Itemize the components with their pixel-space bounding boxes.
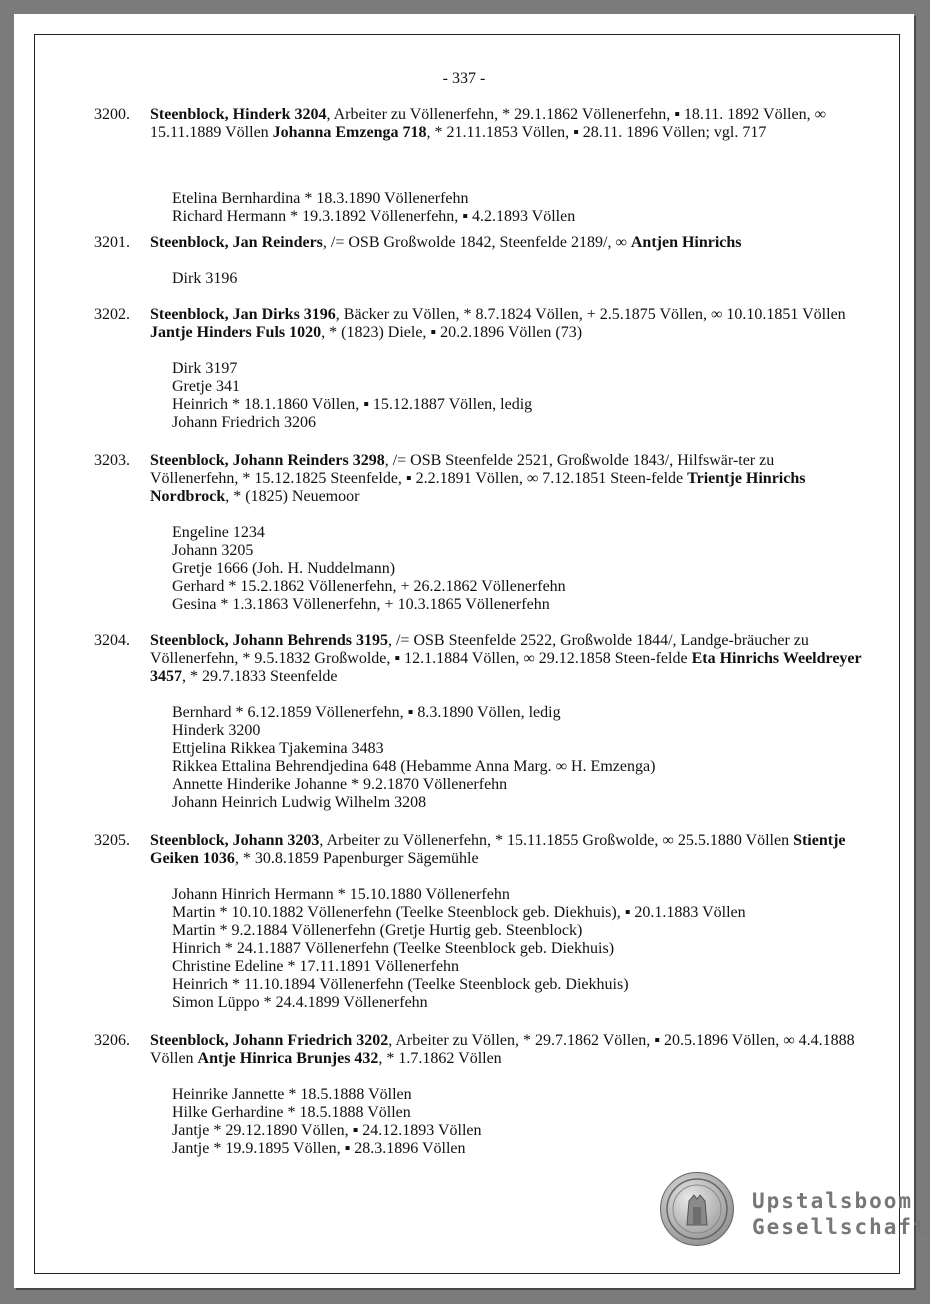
spouse-name: Jantje Hinders Fuls 1020 — [150, 324, 322, 341]
child-line: Jantje * 29.12.1890 Völlen, ▪ 24.12.1893 Völlen — [172, 1122, 482, 1139]
entry-text: , /= OSB Steenfelde 2521, Großwolde 1843/, Hilfswär-ter zu Völlenerfehn, * 15.12.1825 Steenfelde, ▪ 2.2.1891 Völlen, ∞ 7.12.1851 Steen-felde — [150, 452, 775, 487]
child-line: Annette Hinderike Johanne * 9.2.1870 Völlenerfehn — [172, 776, 508, 793]
entry-text: , * (1823) Diele, ▪ 20.2.1896 Völlen (73) — [321, 324, 583, 341]
entry-head — [150, 306, 862, 342]
entry-text: , * 1.7.1862 Völlen — [378, 1050, 502, 1067]
spouse-name: Trientje Hinrichs Nordbrock — [150, 470, 806, 505]
child-line: Martin * 9.2.1884 Völlenerfehn (Gretje Hurtig geb. Steenblock) — [172, 922, 583, 939]
entry-text: , /= OSB Großwolde 1842, Steenfelde 2189/, ∞ — [322, 234, 631, 251]
logo-line-1: Upstalsboom — [752, 1189, 914, 1213]
child-line: Rikkea Ettalina Behrendjedina 648 (Hebamme Anna Marg. ∞ H. Emzenga) — [172, 758, 656, 775]
person-name: Steenblock, Johann Friedrich 3202 — [150, 1032, 389, 1049]
children-list — [172, 524, 566, 614]
page-number: - 337 - — [442, 70, 486, 87]
entry-number: 3204. — [94, 632, 130, 649]
child-line: Jantje * 19.9.1895 Völlen, ▪ 28.3.1896 Völlen — [172, 1140, 466, 1157]
child-line: Simon Lüppo * 24.4.1899 Völlenerfehn — [172, 994, 428, 1011]
document-page — [14, 14, 928, 1288]
entry-head — [150, 234, 862, 252]
spouse-name: Antje Hinrica Brunjes 432 — [197, 1050, 379, 1067]
children-list — [172, 1086, 482, 1158]
spouse-name: Stientje Geiken 1036 — [150, 832, 846, 867]
entry-text: , * (1825) Neuemoor — [225, 488, 360, 505]
child-line: Richard Hermann * 19.3.1892 Völlenerfehn, ▪ 4.2.1893 Völlen — [172, 208, 576, 225]
child-line: Gretje 341 — [172, 378, 240, 395]
entry-number: 3206. — [94, 1032, 130, 1049]
child-line: Engeline 1234 — [172, 524, 265, 541]
child-line: Christine Edeline * 17.11.1891 Völlenerfehn — [172, 958, 460, 975]
spouse-name: Eta Hinrichs Weeldreyer 3457 — [150, 650, 862, 685]
entry-text: , Arbeiter zu Völlenerfehn, * 15.11.1855 Großwolde, ∞ 25.5.1880 Völlen — [319, 832, 794, 849]
society-seal-icon — [660, 1172, 734, 1246]
child-line: Dirk 3197 — [172, 360, 238, 377]
child-line: Dirk 3196 — [172, 270, 238, 287]
entry-number: 3205. — [94, 832, 130, 849]
child-line: Hilke Gerhardine * 18.5.1888 Völlen — [172, 1104, 411, 1121]
child-line: Ettjelina Rikkea Tjakemina 3483 — [172, 740, 384, 757]
child-line: Johann Hinrich Hermann * 15.10.1880 Völlenerfehn — [172, 886, 510, 903]
person-name: Steenblock, Hinderk 3204 — [150, 106, 327, 123]
entry-head — [150, 1032, 862, 1068]
spouse-name: Antjen Hinrichs — [630, 234, 742, 251]
person-name: Steenblock, Johann Behrends 3195 — [150, 632, 388, 649]
seal-emblem-icon — [661, 1173, 733, 1245]
child-line: Heinrich * 11.10.1894 Völlenerfehn (Teelke Steenblock geb. Diekhuis) — [172, 976, 629, 993]
children-list — [172, 190, 575, 226]
children-list — [172, 886, 746, 1012]
children-list — [172, 704, 655, 812]
child-line: Heinrike Jannette * 18.5.1888 Völlen — [172, 1086, 412, 1103]
entry-text: , Arbeiter zu Völlenerfehn, * 29.1.1862 Völlenerfehn, ▪ 18.11. 1892 Völlen, ∞ 15.11.1889 Völlen — [150, 106, 826, 141]
entry-head — [150, 452, 862, 506]
child-line: Etelina Bernhardina * 18.3.1890 Völlenerfehn — [172, 190, 469, 207]
spouse-name: Johanna Emzenga 718 — [272, 124, 427, 141]
person-name: Steenblock, Jan Reinders — [150, 234, 323, 251]
entry-number: 3202. — [94, 306, 130, 323]
children-list — [172, 270, 237, 288]
children-list — [172, 360, 532, 432]
entry-head — [150, 832, 862, 868]
child-line: Johann 3205 — [172, 542, 254, 559]
person-name: Steenblock, Jan Dirks 3196 — [150, 306, 336, 323]
child-line: Johann Heinrich Ludwig Wilhelm 3208 — [172, 794, 427, 811]
entry-number: 3200. — [94, 106, 130, 123]
person-name: Steenblock, Johann Reinders 3298 — [150, 452, 385, 469]
entry-number: 3201. — [94, 234, 130, 251]
child-line: Gretje 1666 (Joh. H. Nuddelmann) — [172, 560, 396, 577]
person-name: Steenblock, Johann 3203 — [150, 832, 320, 849]
child-line: Johann Friedrich 3206 — [172, 414, 316, 431]
child-line: Heinrich * 18.1.1860 Völlen, ▪ 15.12.1887 Völlen, ledig — [172, 396, 533, 413]
child-line: Bernhard * 6.12.1859 Völlenerfehn, ▪ 8.3.1890 Völlen, ledig — [172, 704, 561, 721]
entry-text: , Bäcker zu Völlen, * 8.7.1824 Völlen, + 2.5.1875 Völlen, ∞ 10.10.1851 Völlen — [335, 306, 846, 323]
entry-head — [150, 106, 862, 142]
entry-head — [150, 632, 862, 686]
logo-line-2: Gesellschaft — [752, 1215, 928, 1239]
society-logo-text — [752, 1188, 928, 1240]
entry-text: , * 29.7.1833 Steenfelde — [182, 668, 338, 685]
entry-text: , /= OSB Steenfelde 2522, Großwolde 1844/, Landge-bräucher zu Völlenerfehn, * 9.5.1832 Großwolde, ▪ 12.1.1884 Völlen, ∞ 29.12.1858 Steen-felde — [150, 632, 809, 667]
entry-number: 3203. — [94, 452, 130, 469]
entry-text: , Arbeiter zu Völlen, * 29.7.1862 Völlen, ▪ 20.5.1896 Völlen, ∞ 4.4.1888 Völlen — [150, 1032, 855, 1067]
entry-text: , * 21.11.1853 Völlen, ▪ 28.11. 1896 Völlen; vgl. 717 — [426, 124, 767, 141]
child-line: Hinderk 3200 — [172, 722, 261, 739]
child-line: Gesina * 1.3.1863 Völlenerfehn, + 10.3.1865 Völlenerfehn — [172, 596, 550, 613]
entry-text: , * 30.8.1859 Papenburger Sägemühle — [234, 850, 479, 867]
child-line: Martin * 10.10.1882 Völlenerfehn (Teelke Steenblock geb. Diekhuis), ▪ 20.1.1883 Völlen — [172, 904, 746, 921]
child-line: Gerhard * 15.2.1862 Völlenerfehn, + 26.2.1862 Völlenerfehn — [172, 578, 566, 595]
child-line: Hinrich * 24.1.1887 Völlenerfehn (Teelke Steenblock geb. Diekhuis) — [172, 940, 615, 957]
